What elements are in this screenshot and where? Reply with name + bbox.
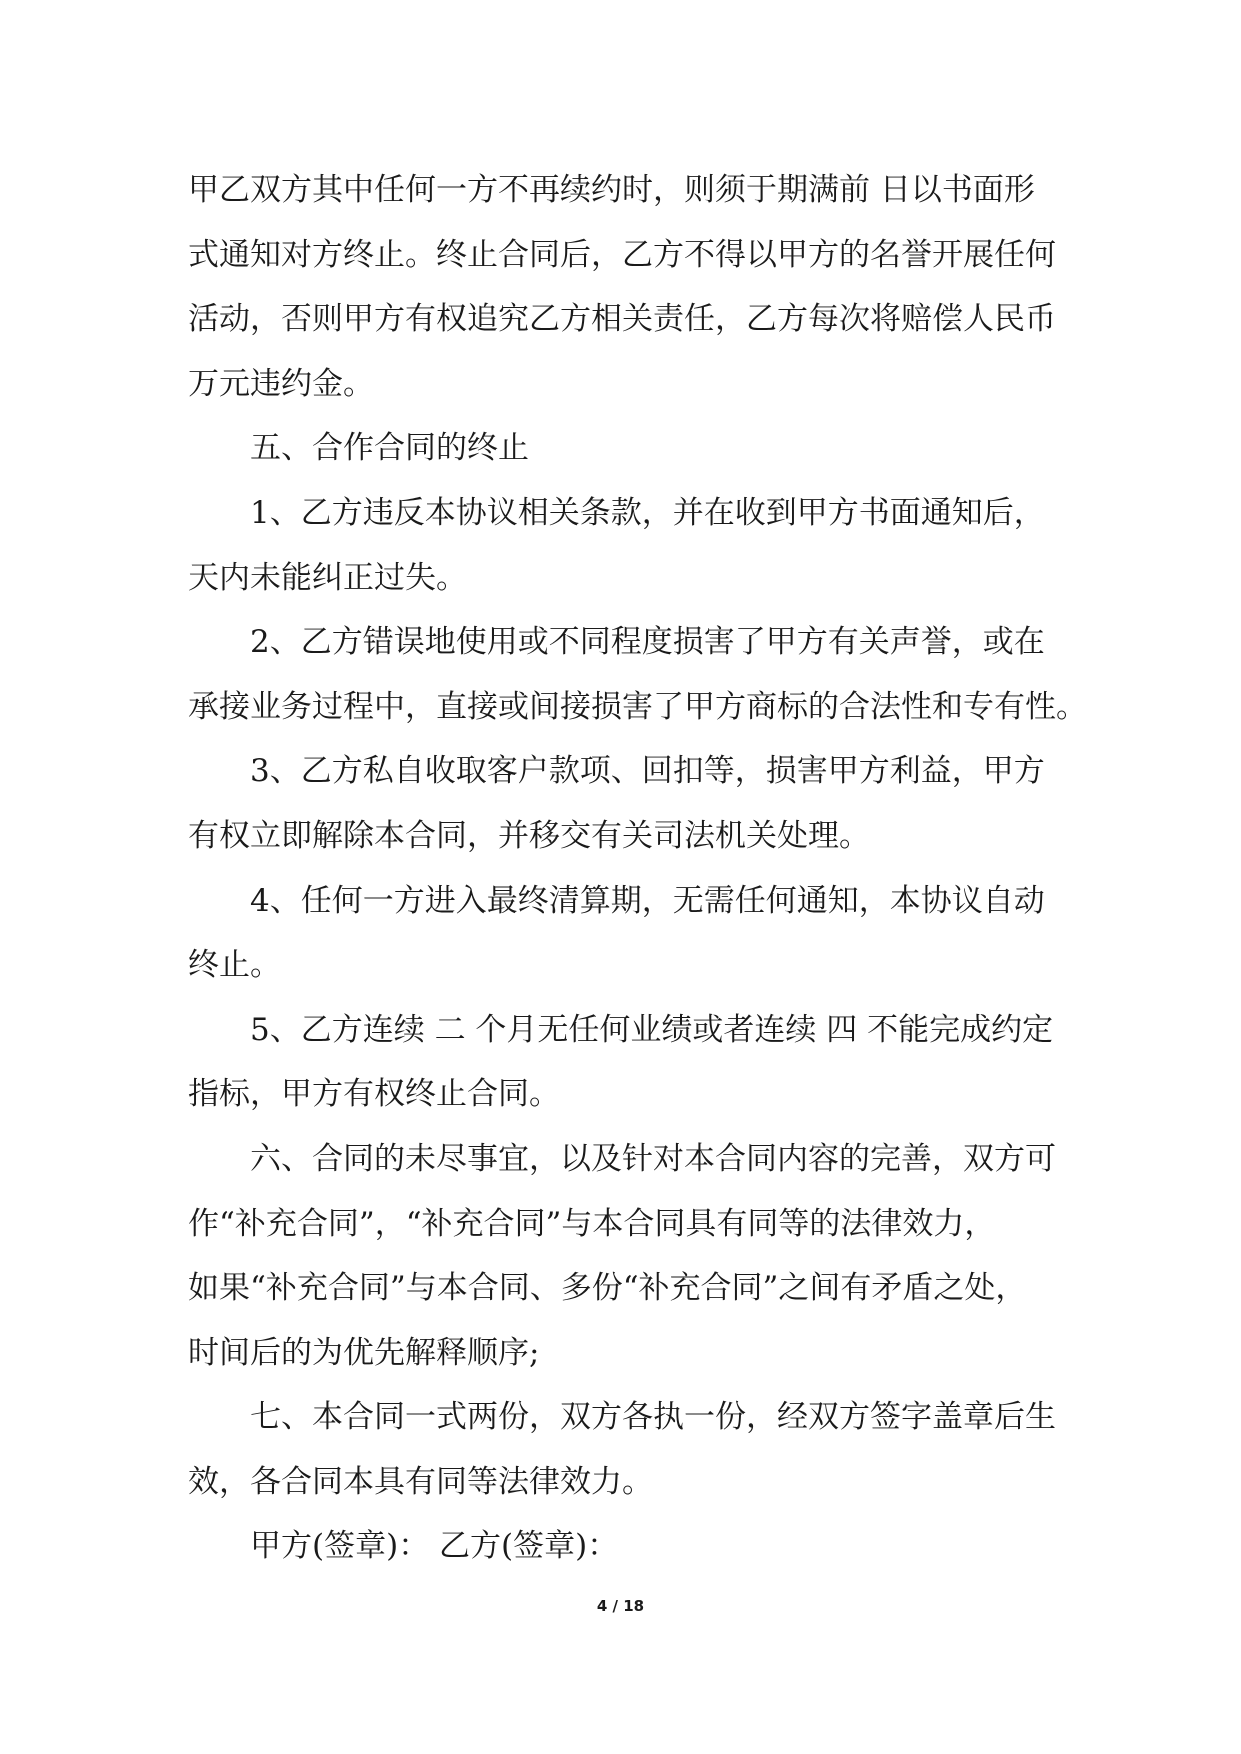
text-line: 4、任何一方进入最终清算期，无需任何通知，本协议自动 [250, 882, 1045, 919]
text-line: 式通知对方终止。终止合同后，乙方不得以甲方的名誉开展任何 [188, 236, 1056, 273]
section-heading-supplement: 六、合同的未尽事宜，以及针对本合同内容的完善，双方可 [250, 1140, 1056, 1177]
body-text [188, 158, 1087, 1579]
text-line: 5、乙方连续 二 个月无任何业绩或者连续 四 不能完成约定 [250, 1011, 1054, 1048]
page-number: 4 / 18 [596, 1597, 645, 1615]
text-line: 有权立即解除本合同，并移交有关司法机关处理。 [188, 817, 870, 854]
text-line: 2、乙方错误地使用或不同程度损害了甲方有关声誉，或在 [250, 624, 1045, 661]
text-line: 作“补充合同”，“补充合同”与本合同具有同等的法律效力， [188, 1205, 996, 1242]
section-heading-termination: 五、合作合同的终止 [250, 430, 529, 467]
text-line: 时间后的为优先解释顺序; [188, 1334, 540, 1371]
text-line: 1、乙方违反本协议相关条款，并在收到甲方书面通知后， [250, 494, 1045, 531]
text-line: 3、乙方私自收取客户款项、回扣等，损害甲方利益，甲方 [250, 753, 1045, 790]
text-line: 指标，甲方有权终止合同。 [188, 1076, 560, 1113]
signature-line: 甲方(签章)： 乙方(签章)： [250, 1528, 619, 1565]
text-line: 承接业务过程中，直接或间接损害了甲方商标的合法性和专有性。 [188, 688, 1087, 725]
text-line: 活动，否则甲方有权追究乙方相关责任，乙方每次将赔偿人民币 [188, 301, 1056, 338]
text-line: 终止。 [188, 947, 281, 984]
text-line: 如果“补充合同”与本合同、多份“补充合同”之间有矛盾之处， [188, 1270, 1027, 1307]
text-line: 甲乙双方其中任何一方不再续约时，则须于期满前 日以书面形 [188, 172, 1035, 208]
text-line: 万元违约金。 [188, 365, 374, 402]
section-heading-copies: 七、本合同一式两份，双方各执一份，经双方签字盖章后生 [250, 1399, 1056, 1436]
text-line: 效，各合同本具有同等法律效力。 [188, 1463, 653, 1500]
text-line: 天内未能纠正过失。 [188, 559, 467, 596]
